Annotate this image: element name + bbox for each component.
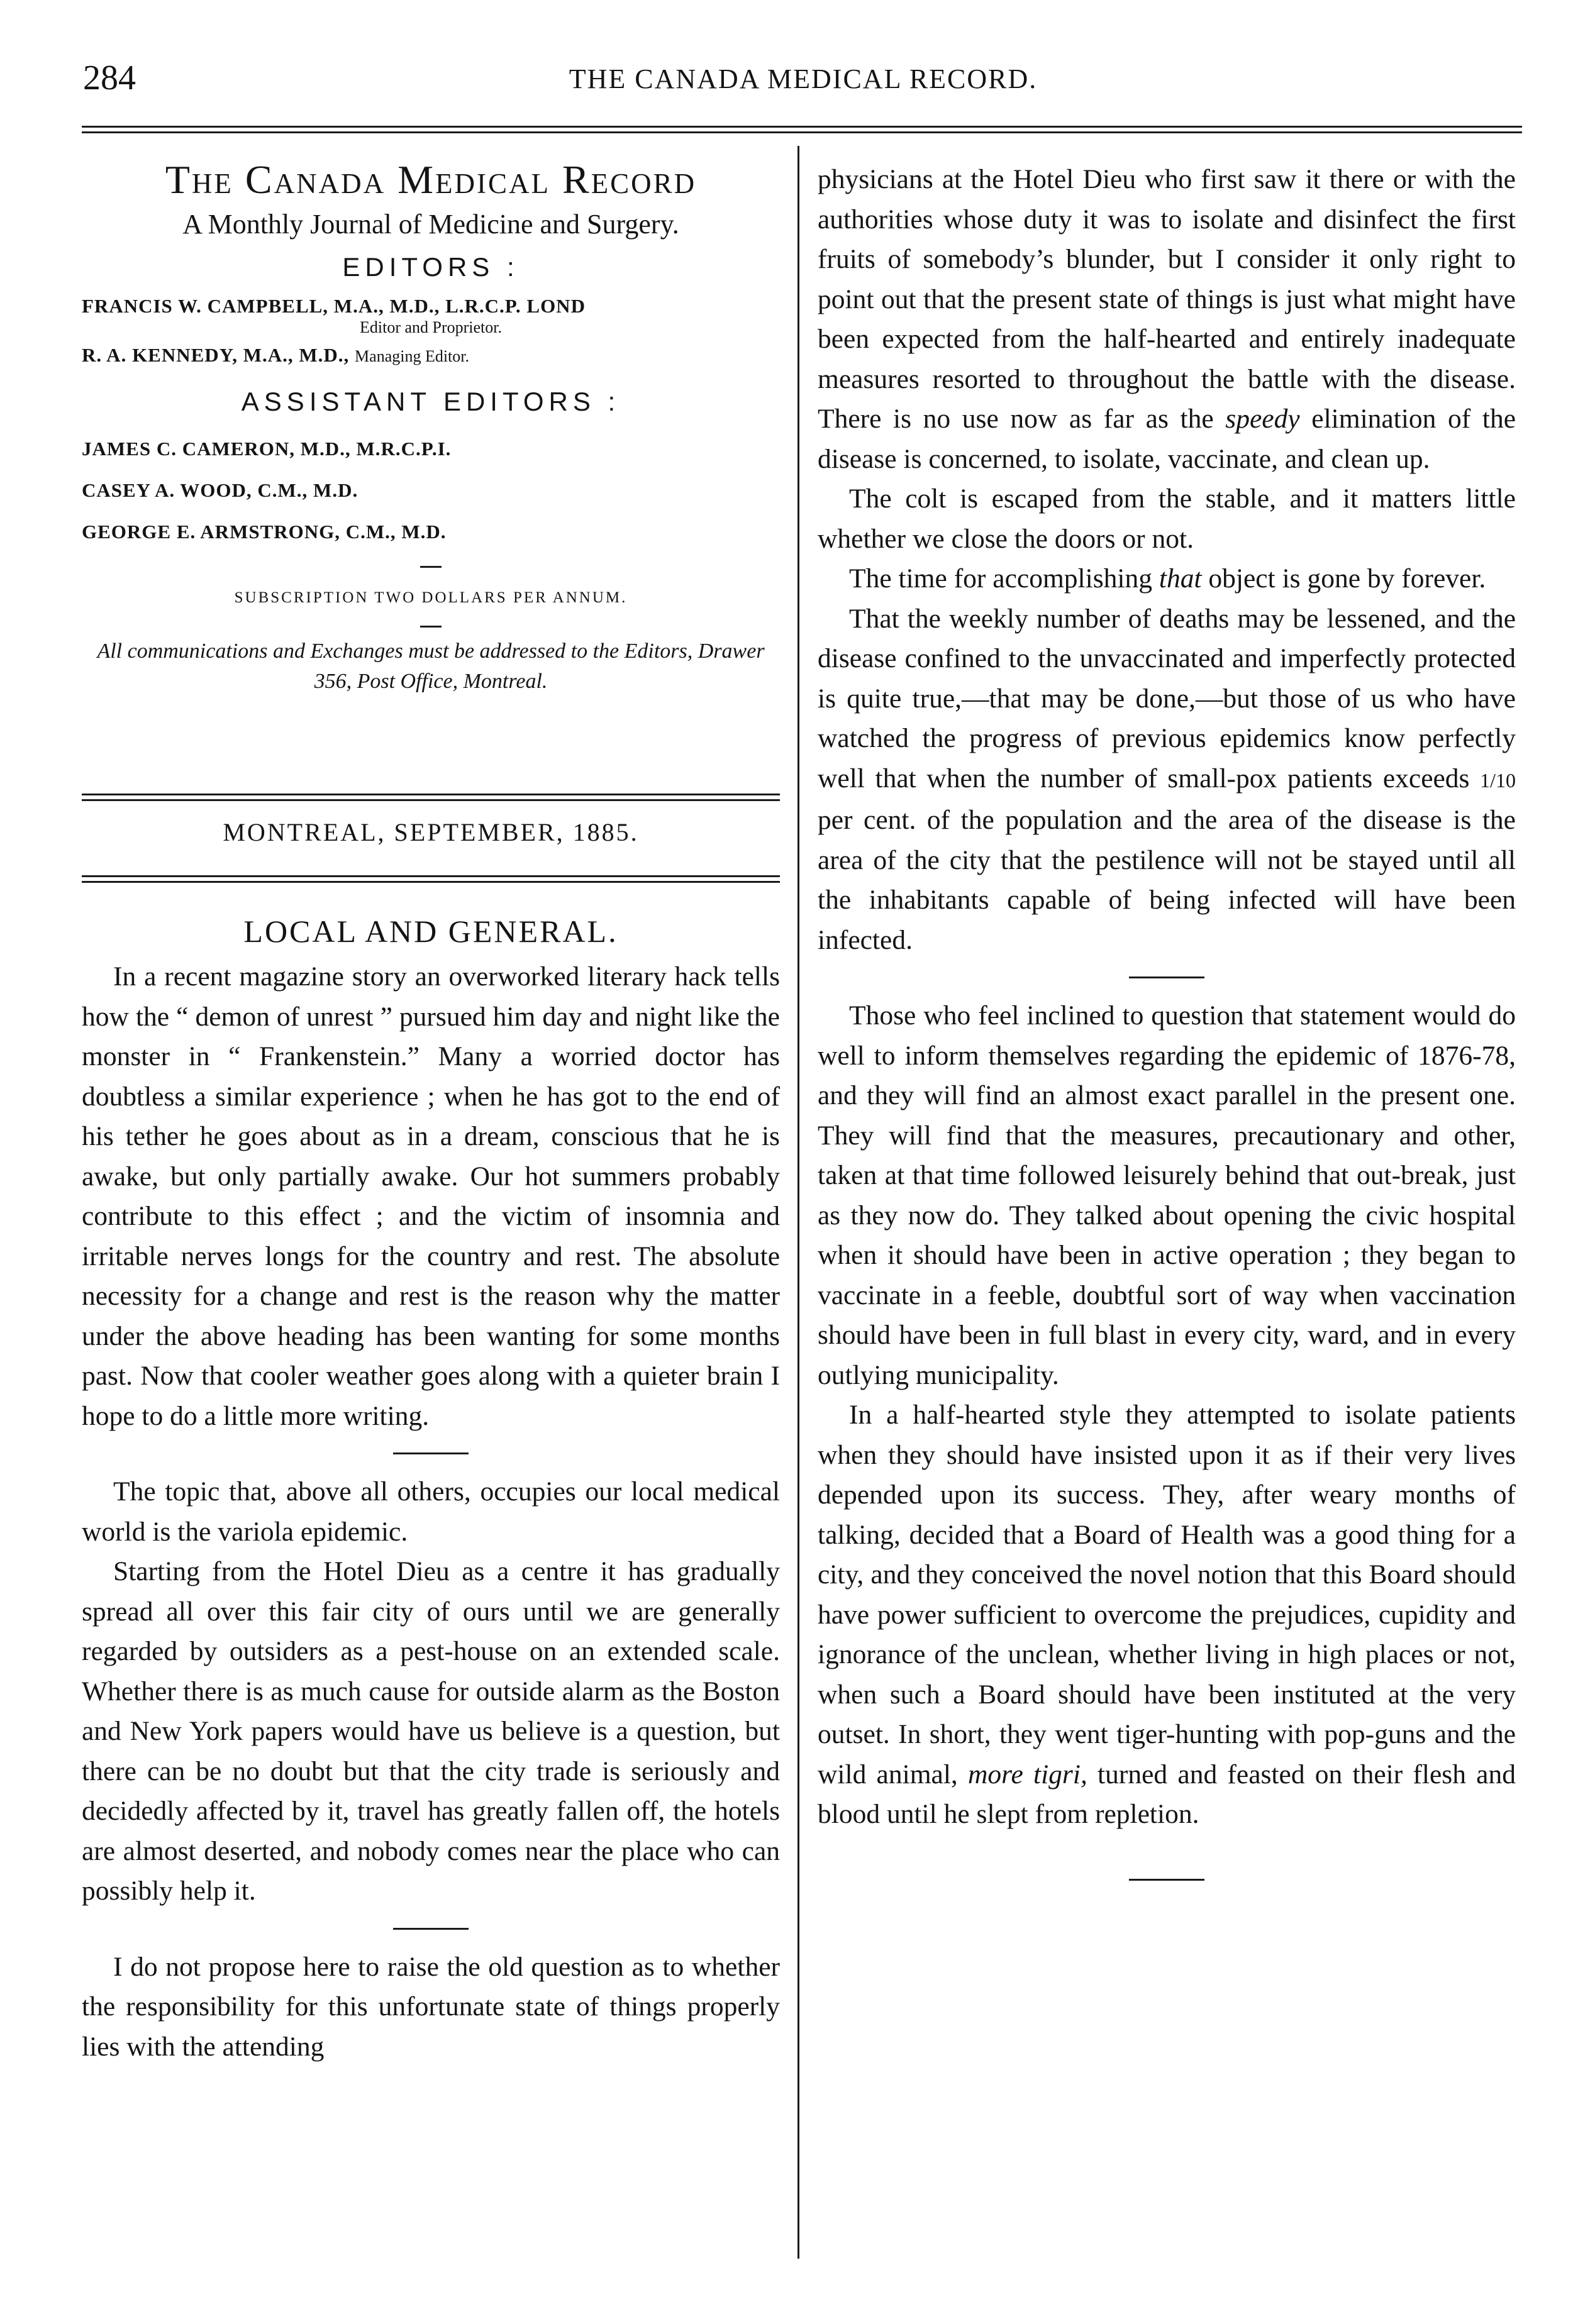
- assistant-editor-3: GEORGE E. ARMSTRONG, C.M., M.D.: [82, 521, 447, 543]
- editors-heading: EDITORS :: [342, 252, 520, 282]
- paragraph: Those who feel inclined to question that statement would do well to inform themselves regarding the epidemic of 1876-78, and they will find an almost exact parallel in the present one. They will find that the measures, precautionary and other, taken at that time followed leisurely behind that out-break, just as they now do. They talked about opening the civic hospital when it should have been in active operation ; they began to vaccinate in a feeble, doubtful sort of way when vaccination should have been in full blast in every city, ward, and in every outlying municipality.: [818, 1000, 1516, 1390]
- short-dash: [420, 566, 442, 568]
- editor-1-name: FRANCIS W. CAMPBELL, M.A., M.D., L.R.C.P. LOND: [82, 295, 586, 317]
- masthead: [82, 155, 780, 697]
- masthead-subtitle: A Monthly Journal of Medicine and Surgery.: [182, 209, 679, 240]
- paragraph: [818, 599, 1516, 961]
- text-run: physicians at the Hotel Dieu who first saw it there or with the authorities whose duty it was to isolate and disinfect the first fruits of somebody’s blunder, but I consider it only right to point out that the present state of things is just what might have been expected from the half-hearted and entirely inadequate measures resorted to throughout the battle with the disease. There is no use now as far as the: [818, 164, 1516, 434]
- emphasis: more tigri,: [968, 1759, 1087, 1790]
- dateline: MONTREAL, SEPTEMBER, 1885.: [223, 818, 639, 846]
- running-head: [83, 58, 1523, 108]
- masthead-bottom-rule: [82, 794, 780, 801]
- fraction: 1/10: [1480, 768, 1516, 792]
- paragraph: [818, 559, 1516, 599]
- paragraph: [818, 1395, 1516, 1835]
- assistant-editors-heading: ASSISTANT EDITORS :: [241, 387, 621, 416]
- emphasis: speedy: [1225, 404, 1300, 434]
- page-number: 284: [83, 58, 136, 97]
- text-run: In a half-hearted style they attempted to isolate patients when they should have insisted upon it as if their very lives depended upon its success. They, after weary months of talking, decided that a Board of Health was a good thing for a city, and they conceived the novel notion that this Board should have power sufficient to overcome the prejudices, cupidity and ignorance of the unclean, whether living in high places or not, when such a Board should have been instituted at the very outset. In short, they went tiger-hunting with pop-guns and the wild animal,: [818, 1400, 1516, 1790]
- paragraph: [818, 160, 1516, 479]
- section-separator: [393, 1452, 469, 1454]
- column-divider: [798, 146, 799, 2259]
- text-run: elimination of the disease is concerned, to isolate, vaccinate, and clean up.: [818, 404, 1516, 474]
- editor-2-role: Managing Editor.: [355, 347, 470, 365]
- paragraph: Starting from the Hotel Dieu as a centre it has gradually spread all over this fair city of ours until we are generally regarded by outsiders as a pest-house on an extended scale. Whether there is as much cause for outside alarm as the Boston and New York papers would have us believe is a question, but there can be no doubt but that the city trade is seriously and decidedly affected by it, travel has greatly fallen off, the hotels are almost deserted, and nobody comes near the place who can possibly help it.: [82, 1556, 780, 1906]
- text-run: per cent. of the population and the area of the disease is the area of the city that the pestilence will not be stayed until all the inhabitants capable of being infected will have been infected.: [818, 805, 1516, 955]
- right-column-body: [818, 160, 1516, 1881]
- section-separator: [393, 1928, 469, 1930]
- communications-notice: All communications and Exchanges must be addressed to the Editors, Drawer 356, Post Office, Montreal.: [97, 639, 765, 693]
- paragraph: The colt is escaped from the stable, and it matters little whether we close the doors or not.: [818, 484, 1516, 554]
- subscription-line: SUBSCRIPTION TWO DOLLARS PER ANNUM.: [234, 589, 628, 606]
- running-head-title: THE CANADA MEDICAL RECORD.: [569, 64, 1038, 94]
- paragraph: The topic that, above all others, occupies our local medical world is the variola epidemic.: [82, 1476, 780, 1547]
- text-run: turned and feasted on their flesh and blood until he slept from repletion.: [818, 1759, 1516, 1829]
- end-separator: [1129, 1879, 1204, 1881]
- text-run: The time for accomplishing: [849, 563, 1152, 594]
- dateline-bottom-rule: [82, 875, 780, 883]
- emphasis: that: [1159, 563, 1202, 594]
- masthead-title: The Canada Medical Record: [165, 157, 697, 202]
- short-dash: [420, 626, 442, 628]
- assistant-editor-2: CASEY A. WOOD, C.M., M.D.: [82, 479, 358, 501]
- assistant-editor-1: JAMES C. CAMERON, M.D., M.R.C.P.I.: [82, 438, 452, 460]
- paragraph: In a recent magazine story an overworked literary hack tells how the “ demon of unrest ” pursued him day and night like the monster in “ Frankenstein.” Many a worried doctor has doubtless a similar experience ; when he has got to the end of his tether he goes about as in a dream, conscious that he is awake, but only partially awake. Our hot summers probably contribute to this effect ; and the victim of insomnia and irritable nerves longs for the country and rest. The absolute necessity for a change and rest is the reason why the matter under the above heading has been wanting for some months past. Now that cooler weather goes along with a quieter brain I hope to do a little more writing.: [82, 961, 780, 1431]
- editor-2-name: R. A. KENNEDY, M.A., M.D.,: [82, 344, 350, 366]
- text-run: That the weekly number of deaths may be lessened, and the disease confined to the unvaccinated and imperfectly protected is quite true,—that may be done,—but those of us who have watched the progress of previous epidemics know perfectly well that when the number of small-pox patients exceeds: [818, 603, 1516, 794]
- top-double-rule: [82, 126, 1522, 133]
- left-column-body: [82, 957, 780, 2067]
- editor-1-role: Editor and Proprietor.: [359, 318, 502, 336]
- section-separator: [1129, 977, 1204, 978]
- editor-2: [82, 343, 780, 368]
- text-run: object is gone by forever.: [1208, 563, 1486, 594]
- paragraph: I do not propose here to raise the old question as to whether the responsibility for this unfortunate state of things properly lies with the attending: [82, 1951, 780, 2062]
- section-title: LOCAL AND GENERAL.: [243, 914, 618, 949]
